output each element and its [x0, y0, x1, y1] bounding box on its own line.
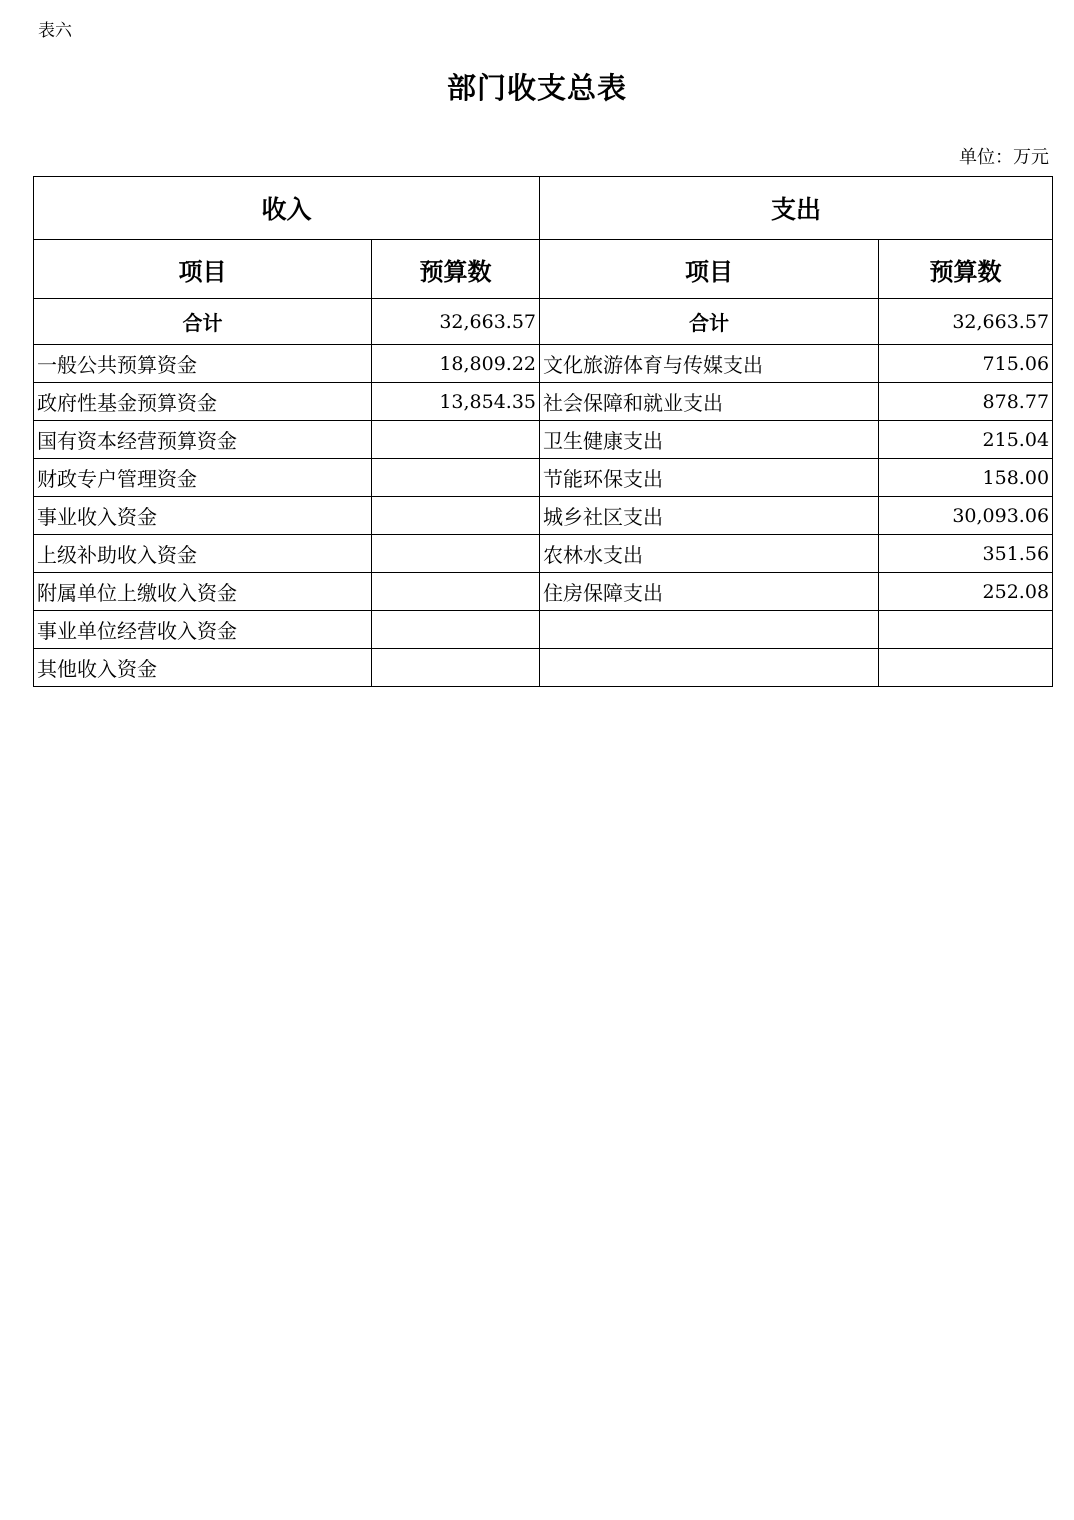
- income-item: 事业单位经营收入资金: [34, 611, 372, 649]
- expense-value: 215.04: [879, 421, 1053, 459]
- income-value: [372, 649, 540, 687]
- table-row: [34, 611, 1053, 649]
- expense-value: 878.77: [879, 383, 1053, 421]
- income-item: 国有资本经营预算资金: [34, 421, 372, 459]
- table-number: 表六: [38, 21, 72, 41]
- expense-budget-header: 预算数: [879, 240, 1053, 299]
- income-item: 上级补助收入资金: [34, 535, 372, 573]
- table-row: [34, 573, 1053, 611]
- expense-value: [879, 649, 1053, 687]
- expense-value: 252.08: [879, 573, 1053, 611]
- expense-item: [540, 611, 879, 649]
- income-item: 附属单位上缴收入资金: [34, 573, 372, 611]
- income-value: [372, 459, 540, 497]
- income-value: [372, 611, 540, 649]
- income-value: [372, 535, 540, 573]
- expense-item: 农林水支出: [540, 535, 879, 573]
- income-value: [372, 497, 540, 535]
- income-item: 其他收入资金: [34, 649, 372, 687]
- expense-value: 715.06: [879, 345, 1053, 383]
- table-row: [34, 497, 1053, 535]
- expense-value: 351.56: [879, 535, 1053, 573]
- page-title: 部门收支总表: [446, 71, 627, 105]
- table-row: [34, 345, 1053, 383]
- income-value: [372, 573, 540, 611]
- expense-item: 卫生健康支出: [540, 421, 879, 459]
- total-row: [34, 299, 1053, 345]
- income-value: 18,809.22: [372, 345, 540, 383]
- expense-item: [540, 649, 879, 687]
- expense-total-label: 合计: [540, 299, 879, 345]
- income-group-header: 收入: [34, 177, 540, 240]
- expense-item-header: 项目: [540, 240, 879, 299]
- table-row: [34, 535, 1053, 573]
- income-value: [372, 421, 540, 459]
- expense-value: 30,093.06: [879, 497, 1053, 535]
- income-item: 一般公共预算资金: [34, 345, 372, 383]
- expense-item: 社会保障和就业支出: [540, 383, 879, 421]
- income-value: 13,854.35: [372, 383, 540, 421]
- income-total-label: 合计: [34, 299, 372, 345]
- expense-group-header: 支出: [540, 177, 1053, 240]
- expense-value: 158.00: [879, 459, 1053, 497]
- unit-label: 单位：万元: [959, 147, 1049, 168]
- expense-total-value: 32,663.57: [879, 299, 1053, 345]
- budget-summary-table: [33, 176, 1053, 687]
- table-row: [34, 421, 1053, 459]
- expense-item: 文化旅游体育与传媒支出: [540, 345, 879, 383]
- table-row: [34, 383, 1053, 421]
- expense-item: 节能环保支出: [540, 459, 879, 497]
- expense-item: 城乡社区支出: [540, 497, 879, 535]
- expense-item: 住房保障支出: [540, 573, 879, 611]
- income-item: 政府性基金预算资金: [34, 383, 372, 421]
- income-item-header: 项目: [34, 240, 372, 299]
- expense-value: [879, 611, 1053, 649]
- table-row: [34, 649, 1053, 687]
- income-item: 事业收入资金: [34, 497, 372, 535]
- income-budget-header: 预算数: [372, 240, 540, 299]
- table-row: [34, 459, 1053, 497]
- income-item: 财政专户管理资金: [34, 459, 372, 497]
- income-total-value: 32,663.57: [372, 299, 540, 345]
